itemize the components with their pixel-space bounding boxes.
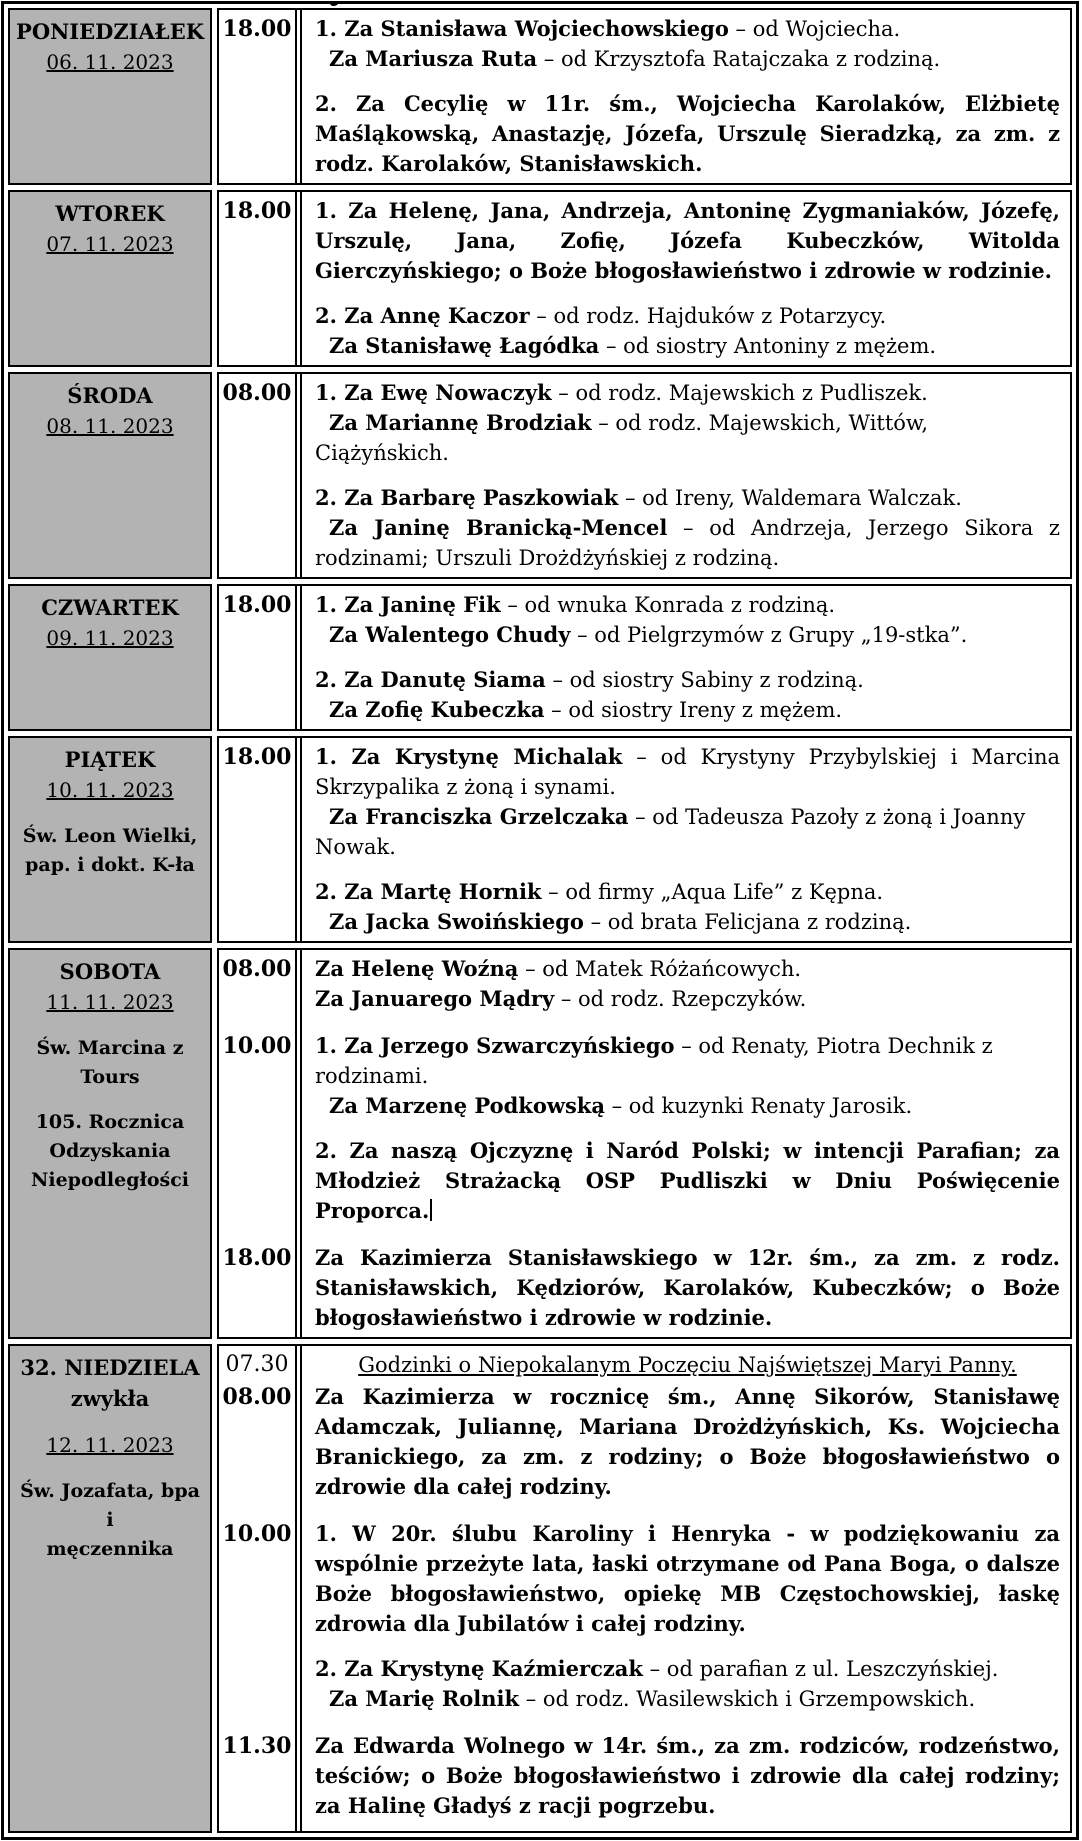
intention-paragraph <box>315 483 1060 513</box>
schedule-frame <box>1 1 1079 1840</box>
intention-paragraph <box>315 1731 1060 1821</box>
day-cell <box>8 190 212 367</box>
mass-block <box>219 740 1070 937</box>
mass-time: 18.00 <box>222 198 292 224</box>
mass-intentions <box>295 1729 1070 1821</box>
intention-detail: – od Krystyny Przybylskiej i Marcina Skrzypalika z żoną i synami. <box>315 745 1061 799</box>
intention-name: 2. Za Martę Hornik <box>315 879 542 904</box>
intention-paragraph <box>315 695 1060 725</box>
intentions-cell <box>217 736 1072 943</box>
day-date: 07. 11. 2023 <box>46 232 174 256</box>
day-cell <box>8 584 212 731</box>
mass-time: 18.00 <box>222 16 292 42</box>
mass-time: 08.00 <box>222 1384 292 1410</box>
intentions-cell <box>217 8 1072 185</box>
intention-detail: – od rodz. Rzepczyków. <box>554 987 807 1011</box>
intention-detail: – od rodz. Majewskich z Pudliszek. <box>551 381 928 405</box>
intention-detail: – od Wojciecha. <box>728 17 901 41</box>
intention-detail: – od siostry Ireny z mężem. <box>544 698 843 722</box>
intention-paragraph <box>315 89 1060 179</box>
day-note: męczennika <box>46 1538 174 1560</box>
mass-block <box>219 1517 1070 1714</box>
intention-name: Za Helenę Woźną <box>315 956 519 981</box>
column-divider <box>295 738 302 941</box>
intention-name: Za Kazimierza Stanisławskiego w 12r. śm., za zm. z rodz. Stanisławskich, Kędziorów, Karolaków, Kubeczków; o Boże błogosławieństwo i zdrowie w rodzinie. <box>315 1245 1060 1330</box>
mass-intentions-page <box>0 1 1080 1840</box>
day-date: 06. 11. 2023 <box>46 50 174 74</box>
intention-detail: – od Tadeusza Pazoły z żoną i Joanny Nowak. <box>315 805 1026 859</box>
intention-name: Za Zofię Kubeczka <box>329 697 545 722</box>
intention-detail: – od rodz. Hajduków z Potarzycy. <box>529 304 887 328</box>
mass-intentions <box>295 1029 1070 1226</box>
mass-intentions <box>295 740 1070 937</box>
day-note: Św. Jozafata, bpa i <box>20 1480 200 1531</box>
mass-time: 08.00 <box>222 956 292 982</box>
intention-name: Za Mariannę Brodziak <box>329 410 592 435</box>
mass-time: 18.00 <box>222 1245 292 1271</box>
intention-detail: – od firmy „Aqua Life” z Kępna. <box>541 880 884 904</box>
mass-block <box>219 194 1070 361</box>
intention-paragraph <box>315 1350 1060 1380</box>
mass-intentions <box>295 194 1070 361</box>
intention-detail: – od parafian z ul. Leszczyńskiej. <box>642 1657 999 1681</box>
mass-block <box>219 1029 1070 1226</box>
day-cell <box>8 948 212 1339</box>
mass-block <box>219 1729 1070 1821</box>
schedule-row <box>8 584 1072 731</box>
mass-intentions <box>295 952 1070 1014</box>
intention-name: 2. Za Krystynę Kaźmierczak <box>315 1656 643 1681</box>
intention-paragraph <box>315 44 1060 74</box>
intention-name: 1. Za Ewę Nowaczyk <box>315 380 552 405</box>
intention-name: Za Jacka Swoińskiego <box>329 909 584 934</box>
intention-name: Za Januarego Mądry <box>315 986 555 1011</box>
column-divider <box>295 586 302 729</box>
mass-time: 10.00 <box>222 1521 292 1547</box>
intention-paragraph <box>315 408 1060 468</box>
intention-paragraph <box>315 1031 1060 1091</box>
intention-paragraph <box>315 301 1060 331</box>
intention-detail: – od siostry Antoniny z mężem. <box>599 334 937 358</box>
intention-name: Za Marię Rolnik <box>329 1686 520 1711</box>
intention-name: 1. Za Jerzego Szwarczyńskiego <box>315 1033 675 1058</box>
day-title: 32. NIEDZIELA <box>20 1355 200 1380</box>
mass-time: 07.30 <box>225 1352 289 1377</box>
intention-paragraph <box>315 513 1060 573</box>
intention-name: 1. Za Helenę, Jana, Andrzeja, Antoninę Zygmaniaków, Józefę, Urszulę, Jana, Zofię, Józefa Kubeczków, Witolda Gierczyńskiego; o Boże błogosławieństwo i zdrowie w rodzinie. <box>315 198 1060 283</box>
intention-paragraph <box>315 1654 1060 1684</box>
intention-name: Za Kazimierza w rocznicę śm., Annę Sikorów, Stanisławę Adamczak, Juliannę, Mariana Drożdżyńskich, Ks. Wojciecha Branickiego, za zm. z rodziny; o Boże błogosławieństwo o zdrowie dla całej rodziny. <box>315 1384 1060 1499</box>
intention-paragraph <box>315 665 1060 695</box>
schedule-row <box>8 736 1072 943</box>
intention-detail: – od brata Felicjana z rodziną. <box>583 910 912 934</box>
intention-paragraph <box>315 802 1060 862</box>
intention-paragraph <box>315 590 1060 620</box>
mass-block <box>219 1241 1070 1333</box>
intention-paragraph <box>315 907 1060 937</box>
mass-intentions <box>295 1241 1070 1333</box>
intention-paragraph <box>315 1684 1060 1714</box>
intentions-cell <box>217 948 1072 1339</box>
day-title: CZWARTEK <box>41 595 179 620</box>
column-divider <box>295 950 302 1337</box>
intention-paragraph <box>315 196 1060 286</box>
day-date: 09. 11. 2023 <box>46 626 174 650</box>
mass-block <box>219 588 1070 725</box>
text-cursor <box>430 1199 432 1221</box>
mass-time: 10.00 <box>222 1033 292 1059</box>
intention-paragraph <box>315 1382 1060 1502</box>
intention-name: 2. Za naszą Ojczyznę i Naród Polski; w intencji Parafian; za Młodzież Strażacką OSP Pudliszki w Dniu Poświęcenie Proporca. <box>315 1138 1060 1223</box>
intention-detail: – od Krzysztofa Ratajczaka z rodziną. <box>537 47 941 71</box>
intention-paragraph <box>315 620 1060 650</box>
day-note: Św. Marcina z Tours <box>36 1037 184 1088</box>
intention-detail: – od Ireny, Waldemara Walczak. <box>618 486 962 510</box>
mass-intentions <box>295 1348 1070 1380</box>
intention-name: 1. Za Krystynę Michalak <box>315 744 623 769</box>
intention-name: 2. Za Danutę Siama <box>315 667 546 692</box>
schedule-table <box>8 8 1072 1833</box>
intention-name: 2. Za Cecylię w 11r. śm., Wojciecha Karolaków, Elżbietę Maśląkowską, Anastazję, Józefa, Urszulę Sieradzką, za zm. z rodz. Karolaków, Stanisławskich. <box>315 91 1060 176</box>
intentions-cell <box>217 372 1072 579</box>
intention-detail: – od Pielgrzymów z Grupy „19-stka”. <box>570 623 968 647</box>
mass-block <box>219 952 1070 1014</box>
intention-name: Za Franciszka Grzelczaka <box>329 804 629 829</box>
intention-paragraph <box>315 378 1060 408</box>
schedule-row <box>8 190 1072 367</box>
intention-detail: – od wnuka Konrada z rodziną. <box>500 593 836 617</box>
intention-name: Za Mariusza Ruta <box>329 46 538 71</box>
intention-detail: – od kuzynki Renaty Jarosik. <box>604 1094 913 1118</box>
day-cell <box>8 8 212 185</box>
day-cell <box>8 372 212 579</box>
day-title: zwykła <box>70 1386 150 1411</box>
intention-detail: – od Matek Różańcowych. <box>518 957 802 981</box>
intentions-cell <box>217 1344 1072 1833</box>
day-note: Niepodległości <box>31 1169 189 1191</box>
mass-intentions <box>295 1380 1070 1502</box>
column-divider <box>295 10 302 183</box>
day-title: ŚRODA <box>67 383 153 408</box>
intention-paragraph <box>315 1136 1060 1226</box>
day-date: 11. 11. 2023 <box>46 990 174 1014</box>
intention-name: Za Janinę Branicką-Mencel <box>329 515 668 540</box>
day-title: SOBOTA <box>59 959 161 984</box>
intention-detail: – od rodz. Majewskich, Wittów, Ciążyńskich. <box>315 411 929 465</box>
column-divider <box>295 1346 302 1831</box>
day-title: WTOREK <box>55 201 165 226</box>
column-divider <box>295 374 302 577</box>
day-title: PONIEDZIAŁEK <box>16 19 204 44</box>
intention-paragraph <box>315 954 1060 984</box>
mass-intentions <box>295 12 1070 179</box>
mass-block <box>219 376 1070 573</box>
intention-name: Za Marzenę Podkowską <box>329 1093 605 1118</box>
intention-paragraph <box>315 1519 1060 1639</box>
mass-block <box>219 1380 1070 1502</box>
intention-detail: – od Andrzeja, Jerzego Sikora z rodzinami; Urszuli Drożdżyńskiej z rodziną. <box>315 516 1060 570</box>
day-note: pap. i dokt. K-ła <box>25 854 195 876</box>
schedule-row <box>8 948 1072 1339</box>
intentions-cell <box>217 190 1072 367</box>
intention-name: 2. Za Annę Kaczor <box>315 303 530 328</box>
mass-time: 18.00 <box>222 592 292 618</box>
schedule-row <box>8 372 1072 579</box>
schedule-row <box>8 8 1072 185</box>
intention-detail: Godzinki o Niepokalanym Poczęciu Najświętszej Maryi Panny. <box>358 1353 1017 1377</box>
day-cell <box>8 1344 212 1833</box>
mass-intentions <box>295 376 1070 573</box>
intention-name: 1. Za Stanisława Wojciechowskiego <box>315 16 729 41</box>
day-date: 10. 11. 2023 <box>46 778 174 802</box>
intention-paragraph <box>315 14 1060 44</box>
intention-detail: – od Renaty, Piotra Dechnik z rodzinami. <box>315 1034 993 1088</box>
day-cell <box>8 736 212 943</box>
mass-intentions <box>295 1517 1070 1714</box>
intention-detail: – od rodz. Wasilewskich i Grzempowskich. <box>519 1687 976 1711</box>
day-date: 12. 11. 2023 <box>46 1433 174 1457</box>
intention-name: Za Stanisławę Łagódka <box>329 333 600 358</box>
day-title: PIĄTEK <box>64 747 156 772</box>
day-note: Odzyskania <box>49 1140 171 1162</box>
intention-name: Za Edwarda Wolnego w 14r. śm., za zm. rodziców, rodzeństwo, teściów; o Boże błogosławieństwo i zdrowie dla całej rodziny; za Halinę Gładyś z racji pogrzebu. <box>315 1733 1060 1818</box>
intention-name: 2. Za Barbarę Paszkowiak <box>315 485 619 510</box>
column-divider <box>295 192 302 365</box>
mass-time: 08.00 <box>222 380 292 406</box>
mass-intentions <box>295 588 1070 725</box>
intention-paragraph <box>315 742 1060 802</box>
mass-block <box>219 12 1070 179</box>
day-note: Św. Leon Wielki, <box>22 825 198 847</box>
day-date: 08. 11. 2023 <box>46 414 174 438</box>
mass-time: 11.30 <box>222 1733 292 1759</box>
intention-detail: – od siostry Sabiny z rodziną. <box>545 668 864 692</box>
intention-name: 1. W 20r. ślubu Karoliny i Henryka - w podziękowaniu za wspólnie przeżyte lata, łaski otrzymane od Pana Boga, o dalsze Boże błogosławieństwo, opiekę MB Częstochowskiej, łaskę zdrowia dla Jubilatów i całej rodziny. <box>315 1521 1060 1636</box>
intention-name: 1. Za Janinę Fik <box>315 592 501 617</box>
intention-paragraph <box>315 1091 1060 1121</box>
intention-paragraph <box>315 984 1060 1014</box>
mass-block <box>219 1348 1070 1380</box>
intentions-cell <box>217 584 1072 731</box>
mass-time: 18.00 <box>222 744 292 770</box>
intention-paragraph <box>315 331 1060 361</box>
intention-name: Za Walentego Chudy <box>329 622 571 647</box>
intention-paragraph <box>315 877 1060 907</box>
day-note: 105. Rocznica <box>35 1111 185 1133</box>
intention-paragraph <box>315 1243 1060 1333</box>
schedule-row <box>8 1344 1072 1833</box>
